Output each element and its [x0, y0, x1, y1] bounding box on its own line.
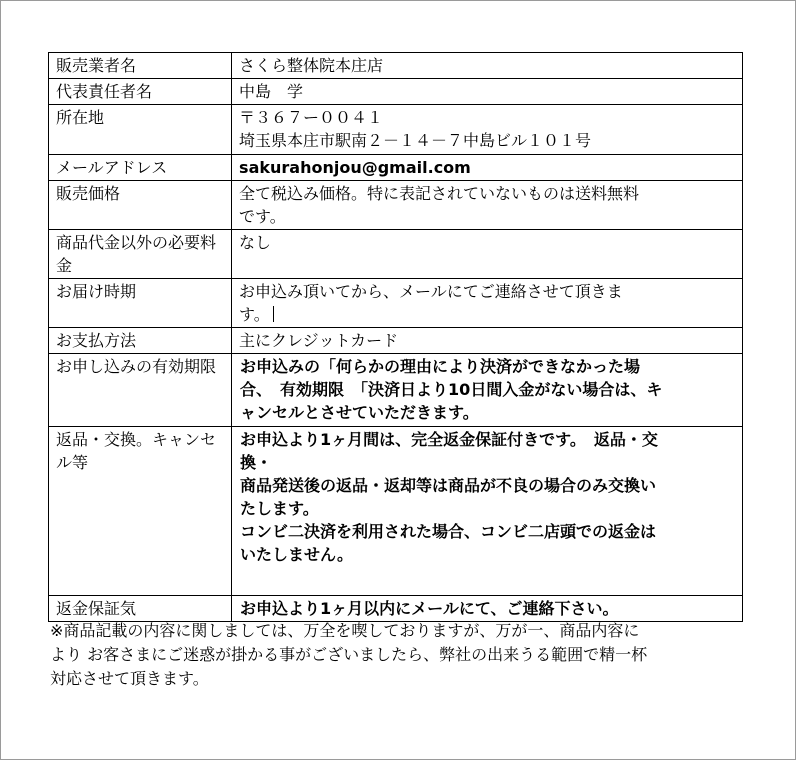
- value-line: いたしません。: [240, 545, 354, 564]
- value-line: 全て税込み価格。特に表記されていないものは送料無料: [239, 184, 640, 203]
- label-validity: お申し込みの有効期限: [49, 354, 232, 427]
- value-line: ャンセルとさせていただきます。: [240, 403, 479, 422]
- value-email: [232, 155, 743, 181]
- label-delivery: お届け時期: [49, 279, 232, 328]
- value-line: 〒３６７ー００４１: [239, 108, 384, 127]
- value-line: たします。: [240, 499, 319, 518]
- footnote-line: 対応させて頂きます。: [50, 669, 209, 688]
- value-address: [232, 105, 743, 155]
- value-refund-guarantee: [232, 596, 743, 622]
- value-extra-fees: [232, 230, 743, 279]
- value-line: コンビ二決済を利用された場合、コンビ二店頭での返金は: [240, 522, 657, 541]
- table-row-payment: [49, 328, 743, 354]
- value-price: [232, 181, 743, 230]
- value-line: 中島 学: [239, 82, 304, 101]
- footnote-line: ※商品記載の内容に関しましては、万全を喫しておりますが、万が一、商品内容に: [50, 621, 640, 640]
- table-row-extra-fees: [49, 230, 743, 279]
- label-price: 販売価格: [49, 181, 232, 230]
- label-seller-name: 販売業者名: [49, 53, 232, 79]
- label-extra-fees: 商品代金以外の必要料金: [49, 230, 232, 279]
- footnote: [50, 619, 750, 691]
- value-line: 換・: [240, 453, 273, 472]
- table-row-email: [49, 155, 743, 181]
- text-cursor: [273, 306, 274, 322]
- seller-info-table: [48, 52, 743, 622]
- value-seller-name: [232, 53, 743, 79]
- value-line: 主にクレジットカード: [239, 331, 399, 350]
- table-row-representative: [49, 79, 743, 105]
- value-line: 合、 有効期限 「決済日より10日間入金がない場合は、キ: [240, 380, 663, 399]
- value-line: お申込より1ヶ月以内にメールにて、ご連絡下さい。: [240, 599, 619, 618]
- table-row-address: [49, 105, 743, 155]
- value-line: です。: [239, 207, 286, 226]
- value-line: [239, 303, 736, 326]
- label-email: メールアドレス: [49, 155, 232, 181]
- table-row-validity: [49, 354, 743, 427]
- footnote-line: より お客さまにご迷惑が掛かる事がございましたら、弊社の出来うる範囲で精一杯: [50, 645, 648, 664]
- label-payment: お支払方法: [49, 328, 232, 354]
- label-returns: 返品・交換。キャンセル等: [49, 427, 232, 596]
- table-row-seller-name: [49, 53, 743, 79]
- value-line: お申込み頂いてから、メールにてご連絡させて頂きま: [239, 282, 623, 301]
- table-row-delivery: [49, 279, 743, 328]
- value-line: お申込より1ヶ月間は、完全返金保証付きです。 返品・交: [240, 430, 658, 449]
- value-line: なし: [239, 233, 272, 252]
- table-row-refund-guarantee: [49, 596, 743, 622]
- label-refund-guarantee: 返金保証気: [49, 596, 232, 622]
- email-address: sakurahonjou@gmail.com: [239, 158, 471, 177]
- label-address: 所在地: [49, 105, 232, 155]
- value-text: す。: [239, 305, 270, 324]
- value-line: 商品発送後の返品・返却等は商品が不良の場合のみ交換い: [240, 476, 657, 495]
- table-row-returns: [49, 427, 743, 596]
- table-row-price: [49, 181, 743, 230]
- value-validity: [232, 354, 743, 427]
- value-payment: [232, 328, 743, 354]
- value-line: 埼玉県本庄市駅南２－１４－７中島ビル１０１号: [239, 131, 592, 150]
- value-delivery: [232, 279, 743, 328]
- label-representative: 代表責任者名: [49, 79, 232, 105]
- value-returns: [232, 427, 743, 596]
- value-line: さくら整体院本庄店: [239, 56, 384, 75]
- value-line: お申込みの「何らかの理由により決済ができなかった場: [240, 357, 641, 376]
- value-representative: [232, 79, 743, 105]
